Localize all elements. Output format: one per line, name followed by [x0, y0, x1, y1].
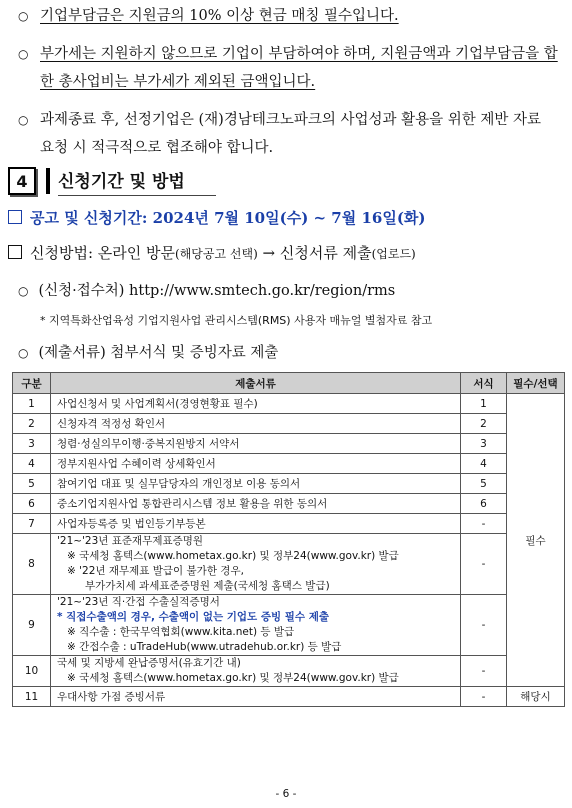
- row-number: 4: [13, 454, 51, 474]
- table-row: [13, 474, 565, 494]
- checkbox-square-icon: [8, 245, 22, 259]
- row-document: [51, 534, 461, 595]
- row-form: 4: [461, 454, 507, 474]
- reception-text: (신청·접수처) http://www.smtech.go.kr/region/rms: [38, 283, 396, 299]
- doc-line: '21~'23년 표준재무제표증명원: [57, 535, 204, 547]
- row-number: 9: [13, 595, 51, 656]
- section-heading: [8, 166, 216, 196]
- table-row: [13, 414, 565, 434]
- header-required: 필수/선택: [507, 373, 565, 394]
- row-form: 5: [461, 474, 507, 494]
- table-row: [13, 534, 565, 595]
- section-divider: [46, 168, 50, 194]
- doc-emphasis: * 직접수출액의 경우, 수출액이 없는 기업도 증빙 필수 제출: [57, 611, 330, 623]
- section-title: 신청기간 및 방법: [58, 167, 216, 196]
- row-document: 중소기업지원사업 통합관리시스템 정보 활용을 위한 동의서: [51, 494, 461, 514]
- header-category: 구분: [13, 373, 51, 394]
- row-number: 5: [13, 474, 51, 494]
- header-documents: 제출서류: [51, 373, 461, 394]
- doc-note: ※ 국세청 홈텍스(www.hometax.go.kr) 및 정부24(www.gov.kr) 발급: [67, 550, 399, 562]
- method-detail-upload: (업로드): [371, 247, 416, 261]
- row-number: 3: [13, 434, 51, 454]
- table-row: [13, 514, 565, 534]
- checkbox-square-icon: [8, 210, 22, 224]
- period-text: 공고 및 신청기간: 2024년 7월 10일(수) ~ 7월 16일(화): [30, 209, 426, 227]
- header-form: 서식: [461, 373, 507, 394]
- row-number: 6: [13, 494, 51, 514]
- row-number: 7: [13, 514, 51, 534]
- table-row: [13, 595, 565, 656]
- bullet-mark: ○: [18, 9, 29, 23]
- doc-note: 부가가치세 과세표준증명원 제출(국세청 홈택스 발급): [85, 580, 330, 592]
- section-number: 4: [8, 167, 36, 195]
- table-row: [13, 454, 565, 474]
- application-period: [8, 206, 426, 230]
- row-form: -: [461, 514, 507, 534]
- bullet-mark: ○: [18, 47, 29, 61]
- row-form: -: [461, 534, 507, 595]
- page-number: - 6 -: [275, 788, 297, 800]
- docs-heading-text: (제출서류) 첨부서식 및 증빙자료 제출: [38, 345, 279, 361]
- bullet-text: 기업부담금은 지원금의 10% 이상 현금 매칭 필수입니다.: [40, 8, 399, 24]
- row-number: 2: [13, 414, 51, 434]
- row-document: [51, 656, 461, 687]
- row-document: 사업자등록증 및 법인등기부등본: [51, 514, 461, 534]
- row-number: 10: [13, 656, 51, 687]
- doc-line: 국세 및 지방세 완납증명서(유효기간 내): [57, 657, 241, 669]
- doc-note: ※ 간접수출 : uTradeHub(www.utradehub.or.kr) 등 발급: [67, 641, 342, 653]
- method-main: 신청방법: 온라인 방문: [30, 244, 176, 262]
- bullet-text: 부가세는 지원하지 않으므로 기업이 부담하여야 하며, 지원금액과 기업부담금을 합한 총사업비는 부가세가 제외된 금액입니다.: [40, 46, 558, 90]
- table-header-row: [13, 373, 565, 394]
- doc-note: ※ '22년 재무제표 발급이 불가한 경우,: [67, 565, 244, 577]
- row-form: 6: [461, 494, 507, 514]
- doc-line: '21~'23년 직·간접 수출실적증명서: [57, 596, 220, 608]
- reception-note: * 지역특화산업육성 기업지원사업 관리시스템(RMS) 사용자 매뉴얼 별첨자료 참고: [40, 314, 433, 327]
- method-detail: (해당공고 선택): [175, 247, 258, 261]
- table-row: [13, 434, 565, 454]
- row-document: [51, 595, 461, 656]
- row-document: 우대사항 가점 증빙서류: [51, 687, 461, 707]
- row-document: 신청자격 적정성 확인서: [51, 414, 461, 434]
- row-form: -: [461, 595, 507, 656]
- doc-note: ※ 국세청 홈텍스(www.hometax.go.kr) 및 정부24(www.gov.kr) 발급: [67, 672, 399, 684]
- row-form: 1: [461, 394, 507, 414]
- row-document: 청렴·성실의무이행·중복지원방지 서약서: [51, 434, 461, 454]
- optional-cell: 해당시: [507, 687, 565, 707]
- row-number: 8: [13, 534, 51, 595]
- bullet-mark: ○: [18, 346, 29, 360]
- documents-table: [12, 372, 565, 707]
- required-cell: 필수: [507, 394, 565, 687]
- bullet-text: 과제종료 후, 선정기업은 (재)경남테크노파크의 사업성과 활용을 위한 제반 자료 요청 시 적극적으로 협조해야 합니다.: [40, 112, 542, 156]
- row-document: 참여기업 대표 및 실무담당자의 개인정보 이용 동의서: [51, 474, 461, 494]
- table-row: [13, 494, 565, 514]
- doc-note: ※ 직수출 : 한국무역협회(www.kita.net) 등 발급: [67, 626, 295, 638]
- bullet-mark: ○: [18, 113, 29, 127]
- table-row: [13, 656, 565, 687]
- row-form: -: [461, 687, 507, 707]
- row-number: 1: [13, 394, 51, 414]
- row-number: 11: [13, 687, 51, 707]
- row-document: 사업신청서 및 사업계획서(경영현황표 필수): [51, 394, 461, 414]
- table-row: [13, 687, 565, 707]
- application-method: [8, 241, 416, 266]
- bullet-mark: ○: [18, 284, 29, 298]
- row-form: 3: [461, 434, 507, 454]
- docs-heading: [18, 341, 278, 365]
- method-arrow: → 신청서류 제출: [262, 244, 372, 262]
- row-form: 2: [461, 414, 507, 434]
- reception-line: [18, 279, 395, 303]
- row-form: -: [461, 656, 507, 687]
- table-row: [13, 394, 565, 414]
- row-document: 정부지원사업 수혜이력 상세확인서: [51, 454, 461, 474]
